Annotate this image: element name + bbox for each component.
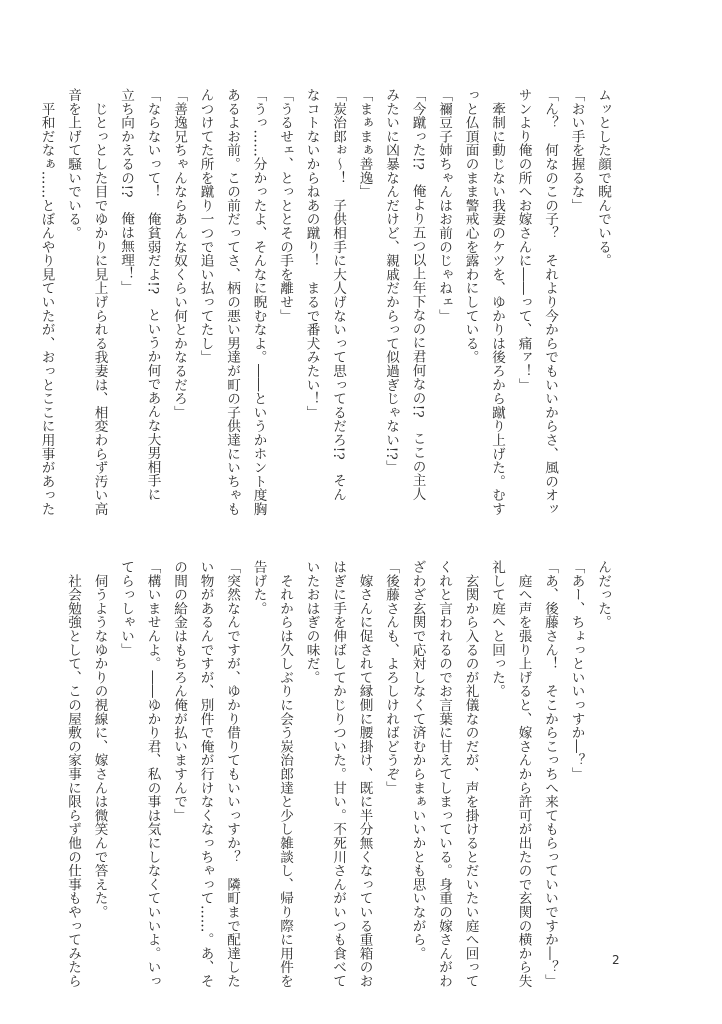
text-line: の間の給金はもちろん俺が払いますんで」	[171, 560, 187, 823]
text-line: ざわざ玄関で応対しなくて済むからまぁいいかとも思いながら。	[409, 560, 426, 961]
text-line: 「あ、後藤さん！ そこからこっちへ来てもらっていいですか―？」	[542, 560, 558, 988]
text-line: 「構いませんよ。――ゆかり君、私の事は気にしなくていいよ。いっ	[144, 560, 161, 988]
text-line: 「突然なんですが、ゆかり借りてもいいっすか？ 隣町まで配達した	[224, 560, 240, 988]
text-line: 「今蹴った!? 俺より五つ以上年下なのに君何なの!? ここの主人	[409, 88, 426, 501]
text-line: 音を上げて騒いでいる。	[65, 88, 81, 240]
text-line: 嫁さんに促されて縁側に腰掛け、既に半分無くなっている重箱のお	[356, 560, 373, 988]
text-line: それからは久しぶりに会う炭治郎達と少し雑談し、帰り際に用件を	[277, 560, 293, 988]
text-line: いたおはぎの味だ。	[303, 560, 320, 685]
text-line: 社会勉強として、この屋敷の家事に限らず他の仕事もやってみたら	[65, 560, 81, 988]
text-line: 牽制に動じない我妻のケツを、ゆかりは後ろから蹴り上げた。むす	[489, 88, 505, 516]
text-line: 「善逸兄ちゃんならあんな奴くらい何とかなるだろ」	[171, 88, 187, 420]
text-line: い物があるんですが、別件で俺が行けなくなっちゃって……。あ、そ	[197, 560, 214, 988]
text-line: はぎに手を伸ばしてかじりついた。甘い。不死川さんがいつも食べて	[330, 560, 346, 988]
text-line: っと仏頂面のまま警戒心を露わにしている。	[462, 88, 479, 364]
text-line: てらっしゃい」	[118, 560, 134, 657]
text-line: 「うっ……分かったよ、そんなに睨むなよ。――というかホント度胸	[250, 88, 267, 516]
text-line: なコトないからねあの蹴り！ まるで番犬みたい！」	[303, 88, 320, 420]
text-line: 「おい手を握るな」	[568, 88, 585, 213]
text-line: 立ち向かえるの!? 俺は無理！」	[118, 88, 134, 295]
text-line: 「禰豆子姉ちゃんはお前のじゃねェ」	[436, 88, 452, 323]
text-line: 礼して庭へと回った。	[489, 560, 505, 698]
text-line: あるよお前。この前だってさ、柄の悪い男達が町の子供達にいちゃも	[224, 88, 240, 516]
text-line: んだった。	[595, 560, 611, 629]
text-line: くれと言われるのでお言葉に甘えてしまっている。身重の嫁さんがわ	[436, 560, 452, 988]
text-line: サンより俺の所へお嫁さんに――って、痛ァ！」	[515, 88, 532, 392]
text-line: 「まぁまぁ善逸」	[356, 88, 373, 199]
text-line: んつけてた所を蹴り一つで追い払ってたし」	[197, 88, 214, 364]
text-line: 玄関から入るのが礼儀なのだが、声を掛けるとだいたい庭へ回って	[462, 560, 479, 988]
text-line: 「うるせェ、とっととその手を離せ」	[277, 88, 293, 323]
text-line: 「あー、ちょっといいっすか―？」	[568, 560, 585, 781]
upper-text-block	[38, 88, 616, 516]
text-line: 伺うようなゆかりの視線に、嫁さんは微笑んで答えた。	[91, 560, 108, 919]
text-line: 「後藤さんも、よろしければどうぞ」	[383, 560, 399, 795]
text-line: 「炭治郎ぉ～！ 子供相手に大人げないって思ってるだろ!? そん	[330, 88, 346, 502]
text-line: 庭へ声を張り上げると、嫁さんから許可が出たので玄関の横から失	[515, 560, 532, 988]
text-line: 平和だなぁ……とぼんやり見ていたが、おっとここに用事があった	[38, 88, 55, 516]
text-line: ムッとした顔で睨んでいる。	[595, 88, 611, 268]
page-number: 2	[612, 953, 620, 967]
text-line: みたいに凶暴なんだけど、親戚だからって似過ぎじゃない!?」	[383, 88, 399, 474]
text-line: 「ならないって！ 俺貧弱だよ!? というか何であんな大男相手に	[144, 88, 161, 502]
text-line: 告げた。	[250, 560, 267, 616]
text-line: 「ん？ 何なのこの子？ それより今からでもいいからさ、風のオッ	[542, 88, 558, 516]
text-line: じとっとした目でゆかりに見上げられる我妻は、相変わらず汚い高	[91, 88, 108, 516]
lower-text-block	[65, 560, 616, 988]
